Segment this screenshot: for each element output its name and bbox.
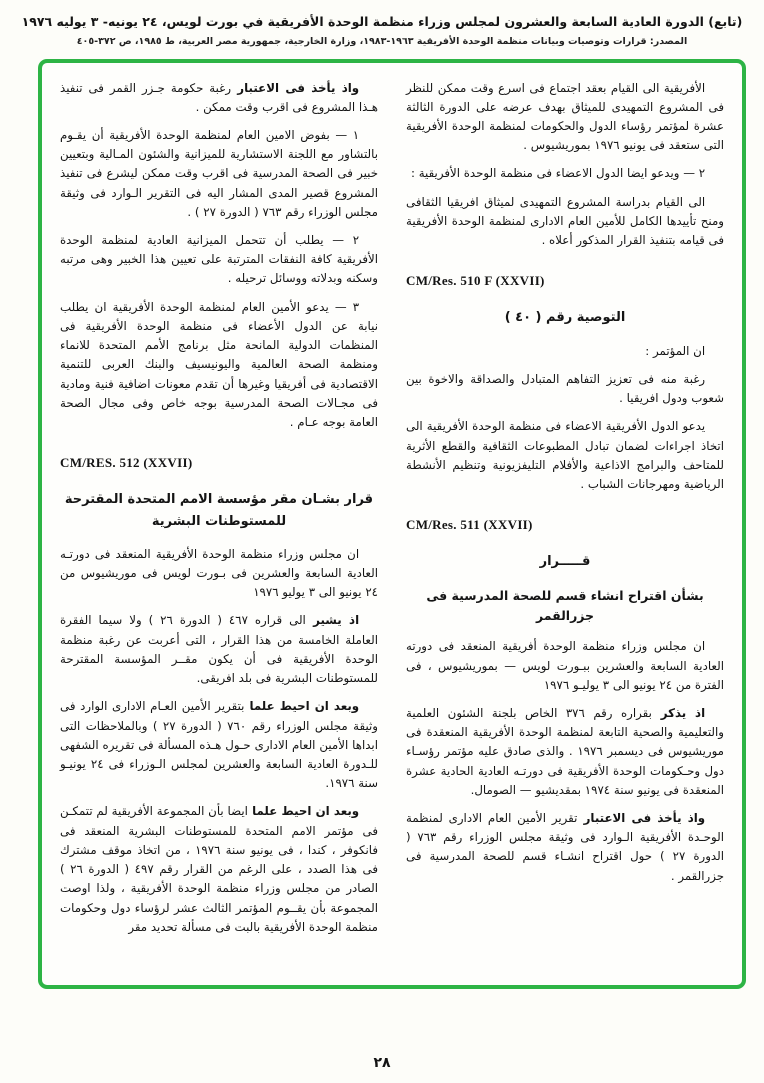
column-right xyxy=(406,79,724,946)
reference-code: CM/Res. 511 (XXVII) xyxy=(406,517,533,533)
content-frame xyxy=(38,59,746,989)
paragraph: ان المؤتمر : xyxy=(645,343,706,358)
paragraph: ٢ — ويدعو ايضا الدول الاعضاء فى منظمة الوحدة الأفريقية : xyxy=(410,166,706,181)
page-number: ٢٨ xyxy=(373,1055,391,1071)
two-column-text xyxy=(60,79,724,946)
paragraph: ان مجلس وزراء منظمة الوحدة أفريقية المنعقد فى دورته العادية السابعة والعشرين ببـورت لويس — بموريشيوس ، فى الفترة من ٢٤ يونيو الى ٣ يوليـو ١٩٧٦ xyxy=(406,639,724,692)
paragraph-lead: اذ يذكر xyxy=(651,705,706,720)
paragraph: ٢ — يطلب أن تتحمل الميزانية العادية لمنظمة الوحدة الأفريقية كافة النفقات المترتبة على تعيين هذا الخبير وهى مرتبه وسكنه وبدلاته ووسائل ترحيله . xyxy=(60,233,378,286)
paragraph: واذ يأخذ فى الاعتبار تقرير الأمين العام الادارى لمنظمة الوحـدة الأفريقية الـوارد فى وثيقة مجلس الوزراء رقم ٧٦٣ ( الدورة ٢٧ ) حول اقتراح انشـاء قسم للصحة المدرسية فى جزرالقمر . xyxy=(406,811,724,883)
paragraph: وبعد ان احيط علما ايضا بأن المجموعة الأفريقية لم تتمكـن فى مؤتمر الامم المتحدة للمستوطنات البشرية المنعقد فى فانكوفر ، كندا ، فى يونيو سنة ١٩٧٦ ، من اتخاذ موقف مشترك فى هذا الصدد ، على الرغم من القرار رقم ٤٩٧ ( الدورة ٢٦ ) الصادر من مجلس وزراء منظمة الوحدة الأفريقية ، ولذا اوصت المجموعة بأن يقــوم المؤتمر الثالث عشر لرؤساء دول وحكومات منظمة الوحدة الأفريقية بالبت فى مسألة تحديد مقر xyxy=(60,804,378,934)
reference-code: CM/RES. 512 (XXVII) xyxy=(60,455,193,471)
section-heading: قـــــرار xyxy=(539,554,591,570)
reference-code: CM/Res. 510 F (XXVII) xyxy=(406,273,545,289)
paragraph-lead: وبعد ان احيط علما xyxy=(244,699,360,714)
paragraph: اذ يشير الى قراره ٤٦٧ ( الدورة ٢٦ ) ولا سيما الفقرة العاملة الخامسة من هذا القرار ، التى أعربت عن رغبة منظمة الوحدة الأفريقية فى أن يكون مقــر المؤسسة المقترحة للمستوطنات البشرية فى بلد افريقى. xyxy=(60,613,378,686)
paragraph: اذ يذكر بقراره رقم ٣٧٦ الخاص بلجنة الشئون العلمية والتعليمية والصحية التابعة لمنظمة الوحدة الأفريقية المنعقدة فى موريشيوس فى ديسمبر ١٩٧٦ . والذى صادق عليه مؤتمر رؤسـاء دول وحـكومات الوحدة الأفريقية فى دورتـه العادية الحادية عشرة المنعقدة فى يونيو سنة ١٩٧٤ بمقديشيو — الصومال. xyxy=(406,705,724,797)
document-title: (تابع) الدورة العادية السابعة والعشرون لمجلس وزراء منظمة الوحدة الأفريقية في بورت لويس، ٢٤ يونيه- ٣ يوليه ١٩٧٦ xyxy=(21,14,743,29)
paragraph: ١ — بفوض الامين العام لمنظمة الوحدة الأفريقية أن يقـوم بالتشاور مع اللجنة الاستشارية للميزانية والشئون المـالية وبتعيين خبير فى الصحة المدرسية فى اقرب وقت ممكن ليشرع فى تنفيذ المشروع قصير المدى المشار اليه فى التقرير الـوارد فى وثيقة مجلس الوزراء رقم ٧٦٣ ( الدورة ٢٧ ) . xyxy=(60,127,378,219)
document-source: المصدر: قرارات وتوصيات وبيانات منظمة الوحدة الأفريقية ١٩٦٣-١٩٨٣، وزارة الخارجية، جمهورية مصر العربية، ط ١٩٨٥، ص ٣٧٢-٤٠٥ xyxy=(76,35,688,47)
document-header xyxy=(0,0,764,47)
paragraph: ان مجلس وزراء منظمة الوحدة الأفريقية المنعقد فى دورتـه العادية السابعة والعشرين فى بـورت لويس فى موريشيوس من ٢٤ يونيو الى ٣ يوليو ١٩٧٦ xyxy=(60,546,378,600)
paragraph: الأفريقية الى القيام بعقد اجتماع فى اسرع وقت ممكن للنظر فى المشروع التمهيدى للميثاق بهدف عرضه على الدورة الثالثة عشرة لمؤتمر رؤساء الدول والحكومات لمنظمة الوحدة الأفريقية التى ستعقد فى يونيو ١٩٧٦ بموريشيوس . xyxy=(406,80,724,153)
column-left xyxy=(60,79,378,946)
paragraph: وبعد ان احيط علما بتقرير الأمين العـام الادارى الوارد فى وثيقة مجلس الوزراء رقم ٧٦٠ ( الدورة ٢٧ ) وبالملاحظات التى ابداها الأمين العام الادارى حـول هـذه المسألة فى تقريره الشفهى للـدورة العادية السابعة والعشرين لمجلس الـوزراء فى ٢٤ يونيـو سنة ١٩٧٦. xyxy=(60,699,378,791)
paragraph: الى القيام بدراسة المشروع التمهيدى لميثاق افريقيا الثقافى ومنح تأييدها الكامل للأمين العام الادارى لمنظمة الوحدة الأفريقية فى قيامه بتنفيذ القرار المذكور أعلاه . xyxy=(406,194,724,248)
paragraph: واذ يأخذ فى الاعتبار رغبة حكومة جـزر القمر فى تنفيذ هـذا المشروع فى اقرب وقت ممكن . xyxy=(60,80,378,114)
section-heading: قرار بشـان مقر مؤسسة الامم المتحدة المقترحة للمستوطنات البشرية xyxy=(64,492,374,529)
paragraph-lead: واذ يأخذ فى الاعتبار xyxy=(231,80,360,95)
paragraph: ٣ — يدعو الأمين العام لمنظمة الوحدة الأفريقية ان يطلب نيابة عن الدول الأعضاء فى منظمة الوحدة الأفريقية فى المنظمات الدولية المانحة مثل برنامج الأمم المتحدة للانماء ومنظمة الصحة العالمية واليونيسيف والبنك العربى للتنمية الاقتصادية فى أفريقيا وغيرها أن تقدم معونات اضافية فنية ومادية فى مجـالات الصحة المدرسية بوجه خاص وفى مجال الصحة العامة بوجه عـام . xyxy=(60,299,378,429)
section-heading: بشأن اقتراح انشاء قسم للصحة المدرسية فى جزرالقمر xyxy=(426,587,704,623)
paragraph-lead: وبعد ان احيط علما xyxy=(247,804,360,819)
section-heading: التوصية رقم ( ٤٠ ) xyxy=(504,310,626,326)
paragraph: رغبة منه فى تعزيز التفاهم المتبادل والصداقة والاخوة بين شعوب ودول افريقيا . xyxy=(406,371,724,406)
paragraph-lead: اذ يشير xyxy=(305,613,360,628)
paragraph: يدعو الدول الأفريقية الاعضاء فى منظمة الوحدة الأفريقية الى اتخاذ اجراءات لضمان تبادل المطبوعات الثقافية والقطع الأثرية للمتاحف والبرامج الاذاعية والأفلام التليفزيونية وتنظيم الأنشطة الرياضية ومهرجانات الشباب . xyxy=(406,419,724,491)
paragraph-lead: واذ يأخذ فى الاعتبار xyxy=(577,811,706,826)
